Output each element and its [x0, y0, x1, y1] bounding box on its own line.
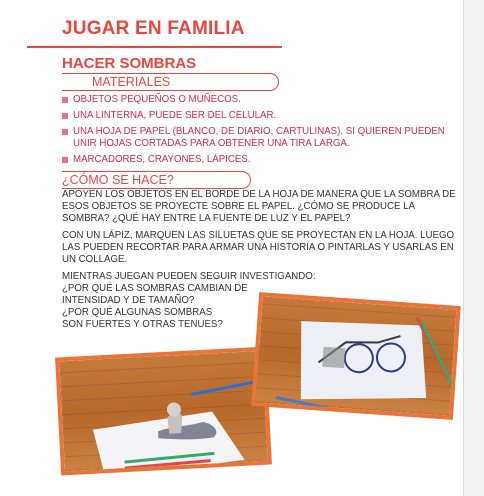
page-title: JUGAR EN FAMILIA [62, 18, 245, 39]
title-underline [27, 46, 282, 48]
how-to-heading [62, 171, 251, 189]
square-bullet-icon [62, 97, 68, 103]
list-item [62, 94, 462, 106]
list-item-text: MARCADORES, CRAYONES, LÁPICES. [73, 154, 251, 165]
section-title: HACER SOMBRAS [62, 55, 197, 72]
materials-list [62, 94, 462, 170]
photo-illustration [59, 350, 272, 475]
list-item-text: UNA LINTERNA, PUEDE SER DEL CELULAR. [73, 110, 277, 121]
how-to-heading-label: ¿CÓMO SE HACE? [62, 173, 174, 187]
photo-illustration [255, 296, 461, 420]
square-bullet-icon [62, 113, 68, 119]
square-bullet-icon [62, 157, 68, 163]
materials-heading [62, 73, 279, 91]
list-item [62, 154, 462, 166]
instruction-paragraph: MIENTRAS JUEGAN PUEDEN SEGUIR INVESTIGANDO: ¿POR QUÉ LAS SOMBRAS CAMBIAN DE INTENSIDAD Y DE TAMAÑO? ¿POR QUÉ ALGUNAS SOMBRAS SON FUERTES Y OTRAS TENUES? [62, 271, 316, 330]
shadow-photo-left [55, 347, 272, 476]
list-item [62, 110, 462, 122]
list-item-text: OBJETOS PEQUEÑOS O MUÑECOS. [73, 94, 241, 105]
list-item [62, 126, 462, 150]
page-edge-bar [463, 0, 484, 496]
square-bullet-icon [62, 129, 68, 135]
instruction-paragraph: CON UN LÁPIZ, MARQUEN LAS SILUETAS QUE SE PROYECTAN EN LA HOJA. LUEGO LAS PUEDEN RECORTAR PARA ARMAR UNA HISTORIA O PINTARLAS Y USARLAS EN UN COLLAGE. [62, 230, 455, 265]
instruction-paragraph: APOYEN LOS OBJETOS EN EL BORDE DE LA HOJA DE MANERA QUE LA SOMBRA DE ESOS OBJETOS SE PROYECTE SOBRE EL PAPEL. ¿CÓMO SE PRODUCE LA SOMBRA? ¿QUÉ HAY ENTRE LA FUENTE DE LUZ Y EL PAPEL? [62, 189, 456, 224]
shadow-photo-right [251, 292, 460, 420]
list-item-text: UNA HOJA DE PAPEL (BLANCO, DE DIARIO, CARTULINAS). SI QUIEREN PUEDEN UNIR HOJAS CORTADAS PARA OBTENER UNA TIRA LARGA. [73, 126, 445, 149]
materials-heading-label: MATERIALES [92, 75, 171, 89]
